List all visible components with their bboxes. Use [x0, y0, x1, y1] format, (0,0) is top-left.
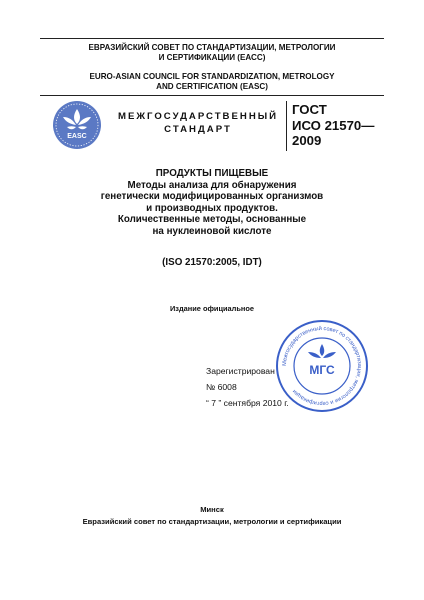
iso-reference: (ISO 21570:2005, IDT)	[162, 257, 262, 268]
registered-label: Зарегистрирован	[206, 366, 275, 376]
standard-type-line1: МЕЖГОСУДАРСТВЕННЫЙ	[117, 111, 279, 122]
title-line3: генетически модифицированных организмов	[100, 191, 324, 203]
org-ru-line2: И СЕРТИФИКАЦИИ (ЕАСС)	[158, 53, 266, 62]
standard-id-line3: 2009	[292, 133, 322, 148]
stamp-center-text: МГС	[309, 363, 335, 377]
header-divider	[286, 101, 287, 151]
header-rule	[40, 95, 384, 96]
logo-label: EASC	[67, 133, 87, 140]
footer-city: Минск	[200, 505, 224, 514]
standard-id-line1: ГОСТ	[292, 102, 327, 117]
easc-logo-icon	[52, 100, 102, 150]
standard-id-line2: ИСО 21570—	[292, 117, 375, 133]
title-line2: Методы анализа для обнаружения	[127, 179, 297, 191]
org-en-line2: AND CERTIFICATION (EASC)	[156, 82, 268, 91]
top-rule	[40, 38, 384, 39]
title-line6: на нуклеиновой кислоте	[152, 225, 272, 237]
title-line4: и производных продуктов.	[146, 202, 278, 214]
edition-label: Издание официальное	[169, 304, 254, 313]
document-title	[0, 168, 424, 238]
registration-block	[206, 363, 289, 411]
title-line1: ПРОДУКТЫ ПИЩЕВЫЕ	[155, 168, 269, 179]
standard-type	[112, 110, 284, 136]
registration-date: “ 7 ” сентября 2010 г.	[206, 398, 289, 408]
org-en-line1: EURO-ASIAN COUNCIL FOR STANDARDIZATION, METROLOGY	[89, 72, 335, 81]
standard-id	[292, 102, 374, 149]
stamp-arc-text: Межгосударственный совет по стандартизации, метрологии и сертификации	[281, 325, 363, 407]
registration-number: № 6008	[206, 382, 237, 392]
org-ru-line1: ЕВРАЗИЙСКИЙ СОВЕТ ПО СТАНДАРТИЗАЦИИ, МЕТРОЛОГИИ	[88, 43, 336, 52]
title-line5: Количественные методы, основанные	[117, 214, 307, 226]
standard-type-line2: СТАНДАРТ	[164, 124, 232, 135]
footer-publisher: Евразийский совет по стандартизации, метрологии и сертификации	[82, 517, 342, 526]
